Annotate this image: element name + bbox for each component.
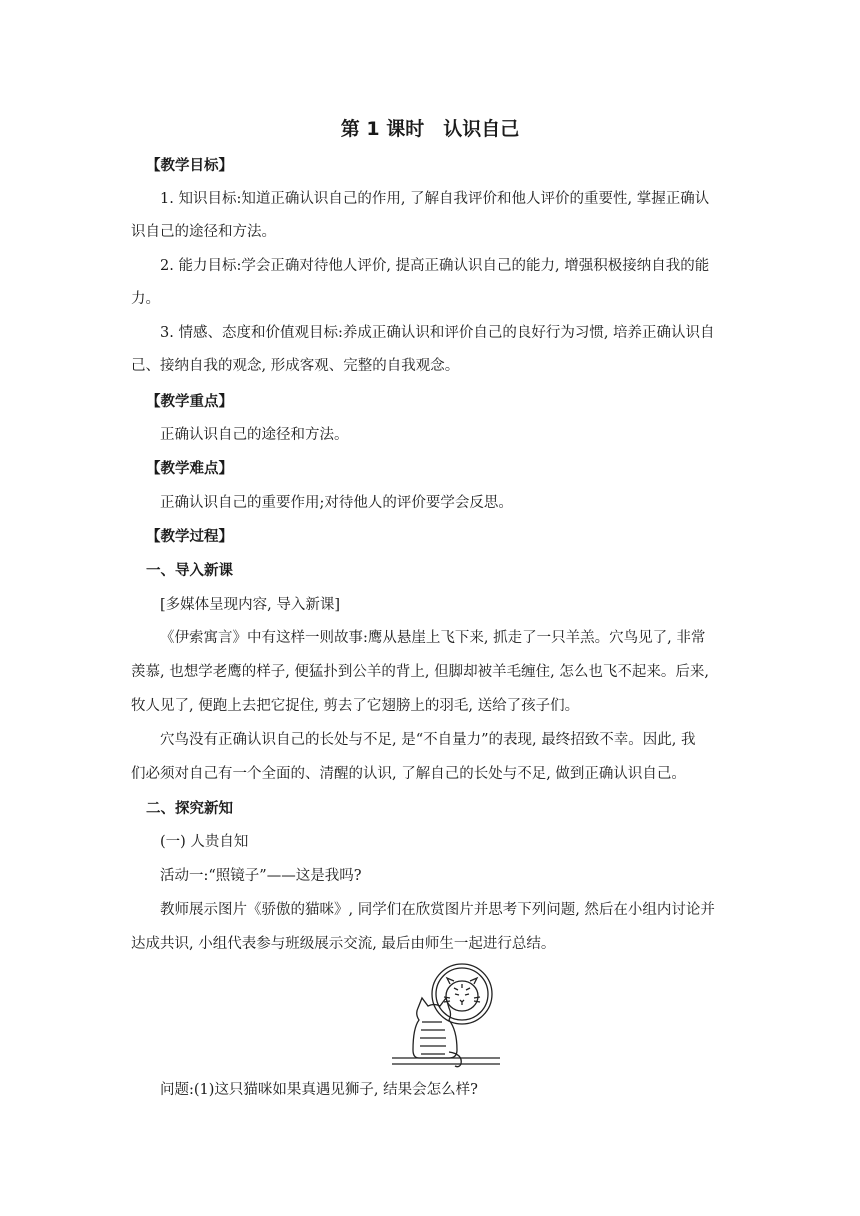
paragraph-line: 们必须对自己有一个全面的、清醒的认识, 了解自己的长处与不足, 做到正确认识自己。 (131, 766, 686, 782)
paragraph-line: 《伊索寓言》中有这样一则故事:鹰从悬崖上飞下来, 抓走了一只羊羔。穴鸟见了, 非常 (160, 630, 706, 646)
paragraph-line: 1. 知识目标:知道正确认识自己的作用, 了解自我评价和他人评价的重要性, 掌握正确认 (160, 191, 710, 207)
paragraph-line: 教师展示图片《骄傲的猫咪》, 同学们在欣赏图片并思考下列问题, 然后在小组内讨论并 (160, 902, 715, 918)
paragraph-line: 己、接纳自我的观念, 形成客观、完整的自我观念。 (131, 358, 460, 374)
cat-mirror-illustration (388, 960, 504, 1070)
key-points-heading: 【教学重点】 (146, 394, 233, 410)
question-line: 问题:(1)这只猫咪如果真遇见狮子, 结果会怎么样? (160, 1082, 478, 1098)
paragraph-line: 正确认识自己的重要作用;对待他人的评价要学会反思。 (160, 495, 513, 511)
paragraph-line: 牧人见了, 便跑上去把它捉住, 剪去了它翅膀上的羽毛, 送给了孩子们。 (131, 698, 580, 714)
paragraph-line: [多媒体呈现内容, 导入新课] (160, 597, 341, 613)
paragraph-line: 力。 (131, 291, 160, 307)
process-heading: 【教学过程】 (146, 529, 233, 545)
paragraph-line: 穴鸟没有正确认识自己的长处与不足, 是“不自量力”的表现, 最终招致不幸。因此, 我 (160, 732, 696, 748)
subsection-heading: (一) 人贵自知 (160, 834, 249, 850)
paragraph-line: 2. 能力目标:学会正确对待他人评价, 提高正确认识自己的能力, 增强积极接纳自我的能 (160, 258, 710, 274)
paragraph-line: 识自己的途径和方法。 (131, 224, 276, 240)
paragraph-line: 达成共识, 小组代表参与班级展示交流, 最后由师生一起进行总结。 (131, 936, 556, 952)
difficulties-heading: 【教学难点】 (146, 461, 233, 477)
paragraph-line: 3. 情感、态度和价值观目标:养成正确认识和评价自己的良好行为习惯, 培养正确认识自 (160, 325, 715, 341)
activity-title: 活动一:“照镜子”——这是我吗? (160, 868, 362, 884)
goals-heading: 【教学目标】 (146, 158, 233, 174)
paragraph-line: 羡慕, 也想学老鹰的样子, 便猛扑到公羊的背上, 但脚却被羊毛缠住, 怎么也飞不起来。后来, (131, 664, 709, 680)
section-heading: 二、探究新知 (146, 801, 233, 817)
paragraph-line: 正确认识自己的途径和方法。 (160, 427, 349, 443)
page-title: 第 1 课时 认识自己 (340, 118, 520, 140)
section-heading: 一、导入新课 (146, 563, 233, 579)
